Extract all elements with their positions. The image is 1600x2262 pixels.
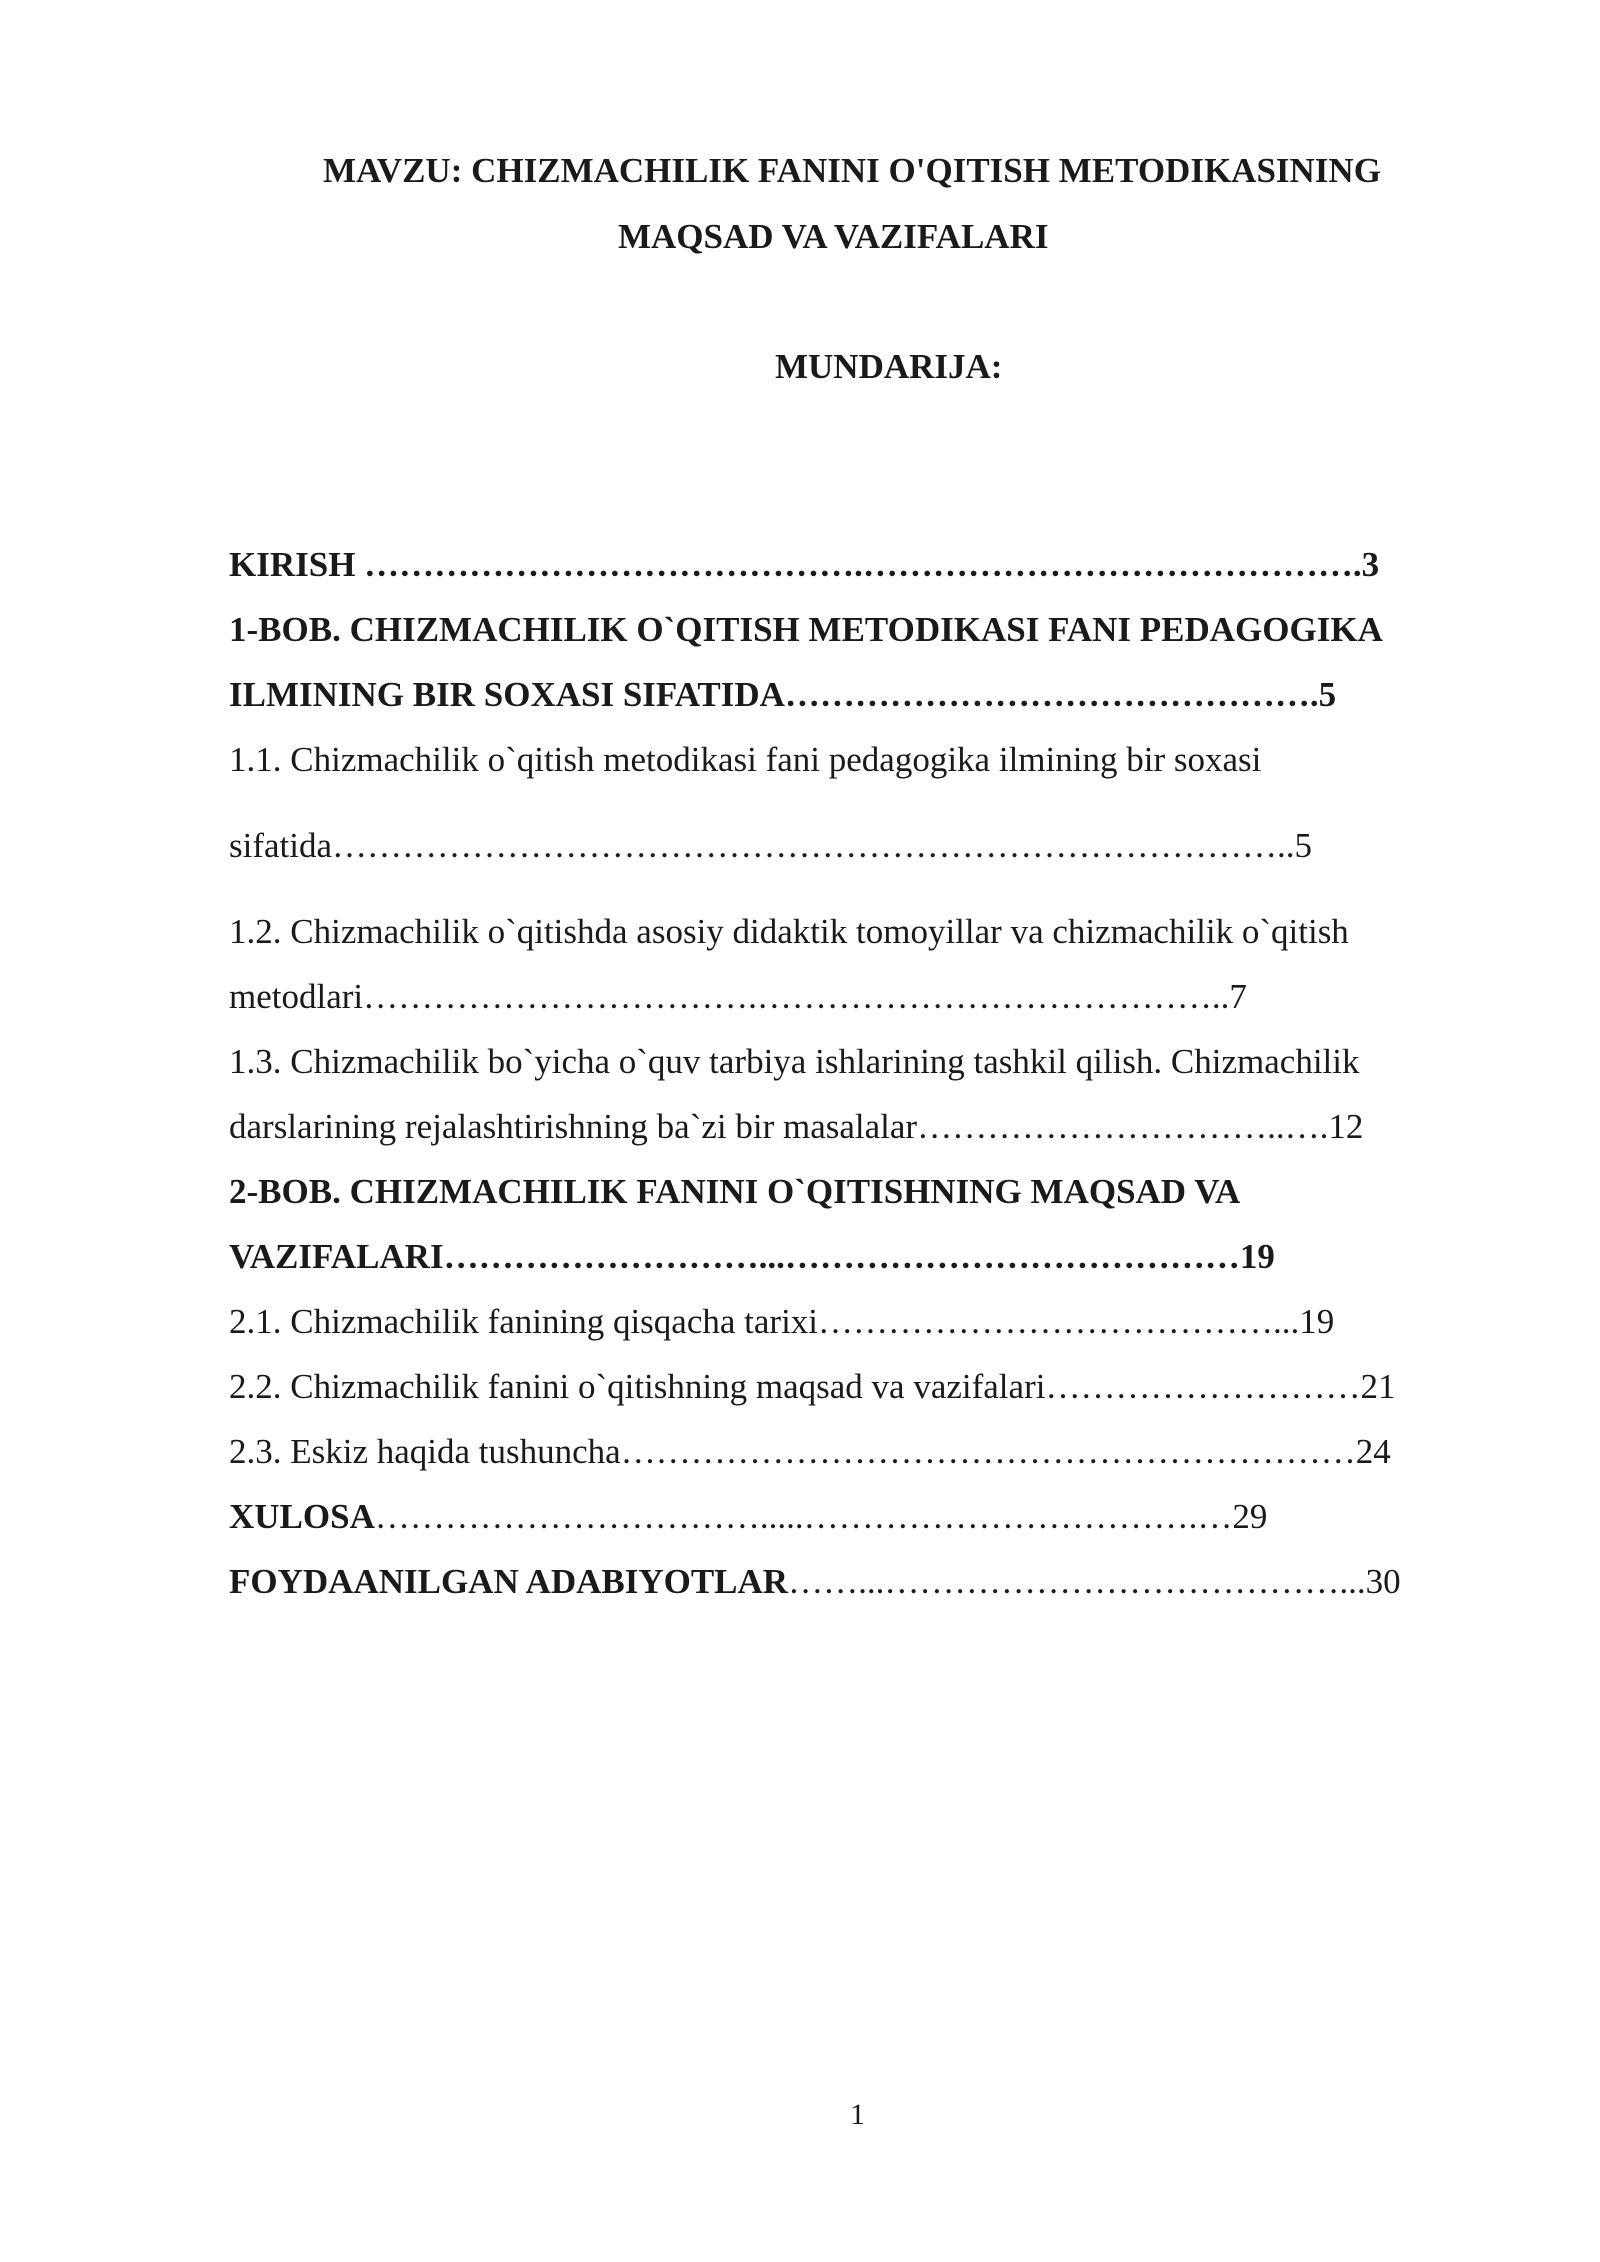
toc-entry-kirish: KIRISH …………………………………….…………………………………….3	[229, 545, 1380, 584]
toc-entry-1-2-line-2: metodlari…………………………….…………………………………..7	[229, 977, 1247, 1016]
toc-entry-xulosa-label: XULOSA	[229, 1497, 375, 1536]
toc-entry-xulosa	[229, 1497, 1267, 1537]
toc-entry-bibliography-leader: ……...…………………………………...30	[788, 1562, 1401, 1601]
toc-entry-chapter-2-line-1: 2-BOB. CHIZMACHILIK FANINI O`QITISHNING MAQSAD VA	[229, 1172, 1241, 1211]
toc-entry-chapter-2-line-2: VAZIFALARI………………………...…………………………………19	[229, 1237, 1275, 1276]
toc-entry-xulosa-leader: …………………………….....…………………………….…29	[374, 1497, 1268, 1536]
toc-entry-1-2-line-1: 1.2. Chizmachilik o`qitishda asosiy didaktik tomoyillar va chizmachilik o`qitish	[229, 912, 1349, 951]
toc-entry-2-2: 2.2. Chizmachilik fanini o`qitishning maqsad va vazifalari………………………21	[229, 1367, 1396, 1406]
toc-entry-1-1-line-2: sifatida………………………………………………………………………..5	[229, 826, 1313, 865]
toc-entry-1-3-line-1: 1.3. Chizmachilik bo`yicha o`quv tarbiya ishlarining tashkil qilish. Chizmachilik	[229, 1042, 1360, 1081]
page-number: 1	[850, 2098, 865, 2131]
toc-entry-chapter-1-line-2: ILMINING BIR SOXASI SIFATIDA……………………………………….5	[229, 675, 1337, 714]
toc-entry-bibliography-label: FOYDAANILGAN ADABIYOTLAR	[229, 1562, 789, 1601]
toc-entry-1-3-line-2: darslarining rejalashtirishning ba`zi bir masalalar…………………………..….12	[229, 1107, 1364, 1146]
toc-entry-chapter-1-line-1: 1-BOB. CHIZMACHILIK O`QITISH METODIKASI FANI PEDAGOGIKA	[229, 610, 1383, 649]
toc-entry-2-3: 2.3. Eskiz haqida tushuncha………………………………………………………24	[229, 1432, 1391, 1471]
toc-entry-2-1: 2.1. Chizmachilik fanining qisqacha tarixi…………………………………...19	[229, 1302, 1335, 1341]
toc-heading: MUNDARIJA:	[775, 347, 1003, 386]
toc-entry-bibliography	[229, 1562, 1401, 1602]
document-title-line-2: MAQSAD VA VAZIFALARI	[618, 217, 1049, 256]
toc-entry-1-1-line-1: 1.1. Chizmachilik o`qitish metodikasi fani pedagogika ilmining bir soxasi	[229, 740, 1262, 779]
document-title-line-1: MAVZU: CHIZMACHILIK FANINI O'QITISH METODIKASINING	[323, 151, 1381, 190]
